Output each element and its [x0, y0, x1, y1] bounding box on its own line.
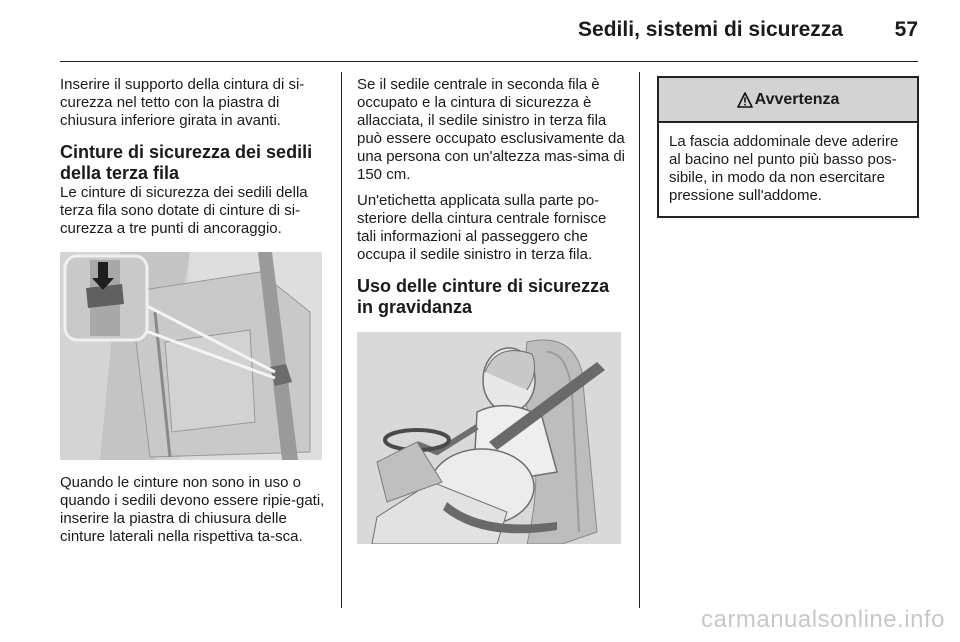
column-2	[357, 76, 625, 558]
label-paragraph: Un'etichetta applicata sulla parte po-steriore della cintura centrale fornisce tali informazioni al passeggero che occupa il sedile sinistro in terza fila.	[357, 192, 607, 263]
header-rule	[60, 61, 918, 62]
column-divider-1	[341, 72, 342, 608]
warning-box	[657, 76, 919, 218]
seat-belt-holder-illustration	[60, 252, 322, 460]
warning-text: La fascia addominale deve aderire al bacino nel punto più basso pos-sibile, in modo da non esercitare pressione sull'addome.	[669, 133, 899, 204]
pregnancy-seat-belt-illustration	[357, 332, 621, 544]
pregnancy-heading: Uso delle cinture di sicurezza in gravidanza	[357, 276, 610, 317]
page-header	[60, 18, 918, 46]
middle-seat-paragraph: Se il sedile centrale in seconda fila è occupato e la cintura di sicurezza è allacciata, il sedile sinistro in terza fila può essere occupato esclusivamente da una persona con un'altezza mas-sima di 150 cm.	[357, 76, 626, 183]
warning-icon	[737, 92, 753, 108]
page-number: 57	[894, 18, 918, 41]
column-3	[657, 76, 919, 218]
warning-header	[659, 78, 917, 123]
unused-belts-paragraph: Quando le cinture non sono in uso o quando i sedili devono essere ripie-gati, inserire la piastra di chiusura delle cinture laterali nella rispettiva ta-sca.	[60, 474, 325, 545]
column-divider-2	[639, 72, 640, 608]
intro-paragraph: Inserire il supporto della cintura di si-curezza nel tetto con la piastra di chiusura inferiore girata in avanti.	[60, 76, 305, 129]
section-title: Sedili, sistemi di sicurezza	[578, 18, 843, 41]
warning-title: Avvertenza	[754, 90, 840, 108]
column-1	[60, 76, 328, 546]
watermark-text: carmanualsonline.info	[701, 606, 945, 633]
third-row-belts-paragraph: Le cinture di sicurezza dei sedili della terza fila sono dotate di cinture di si-curezza a tre punti di ancoraggio.	[60, 184, 308, 237]
third-row-belts-heading: Cinture di sicurezza dei sedili della terza fila	[60, 142, 313, 183]
